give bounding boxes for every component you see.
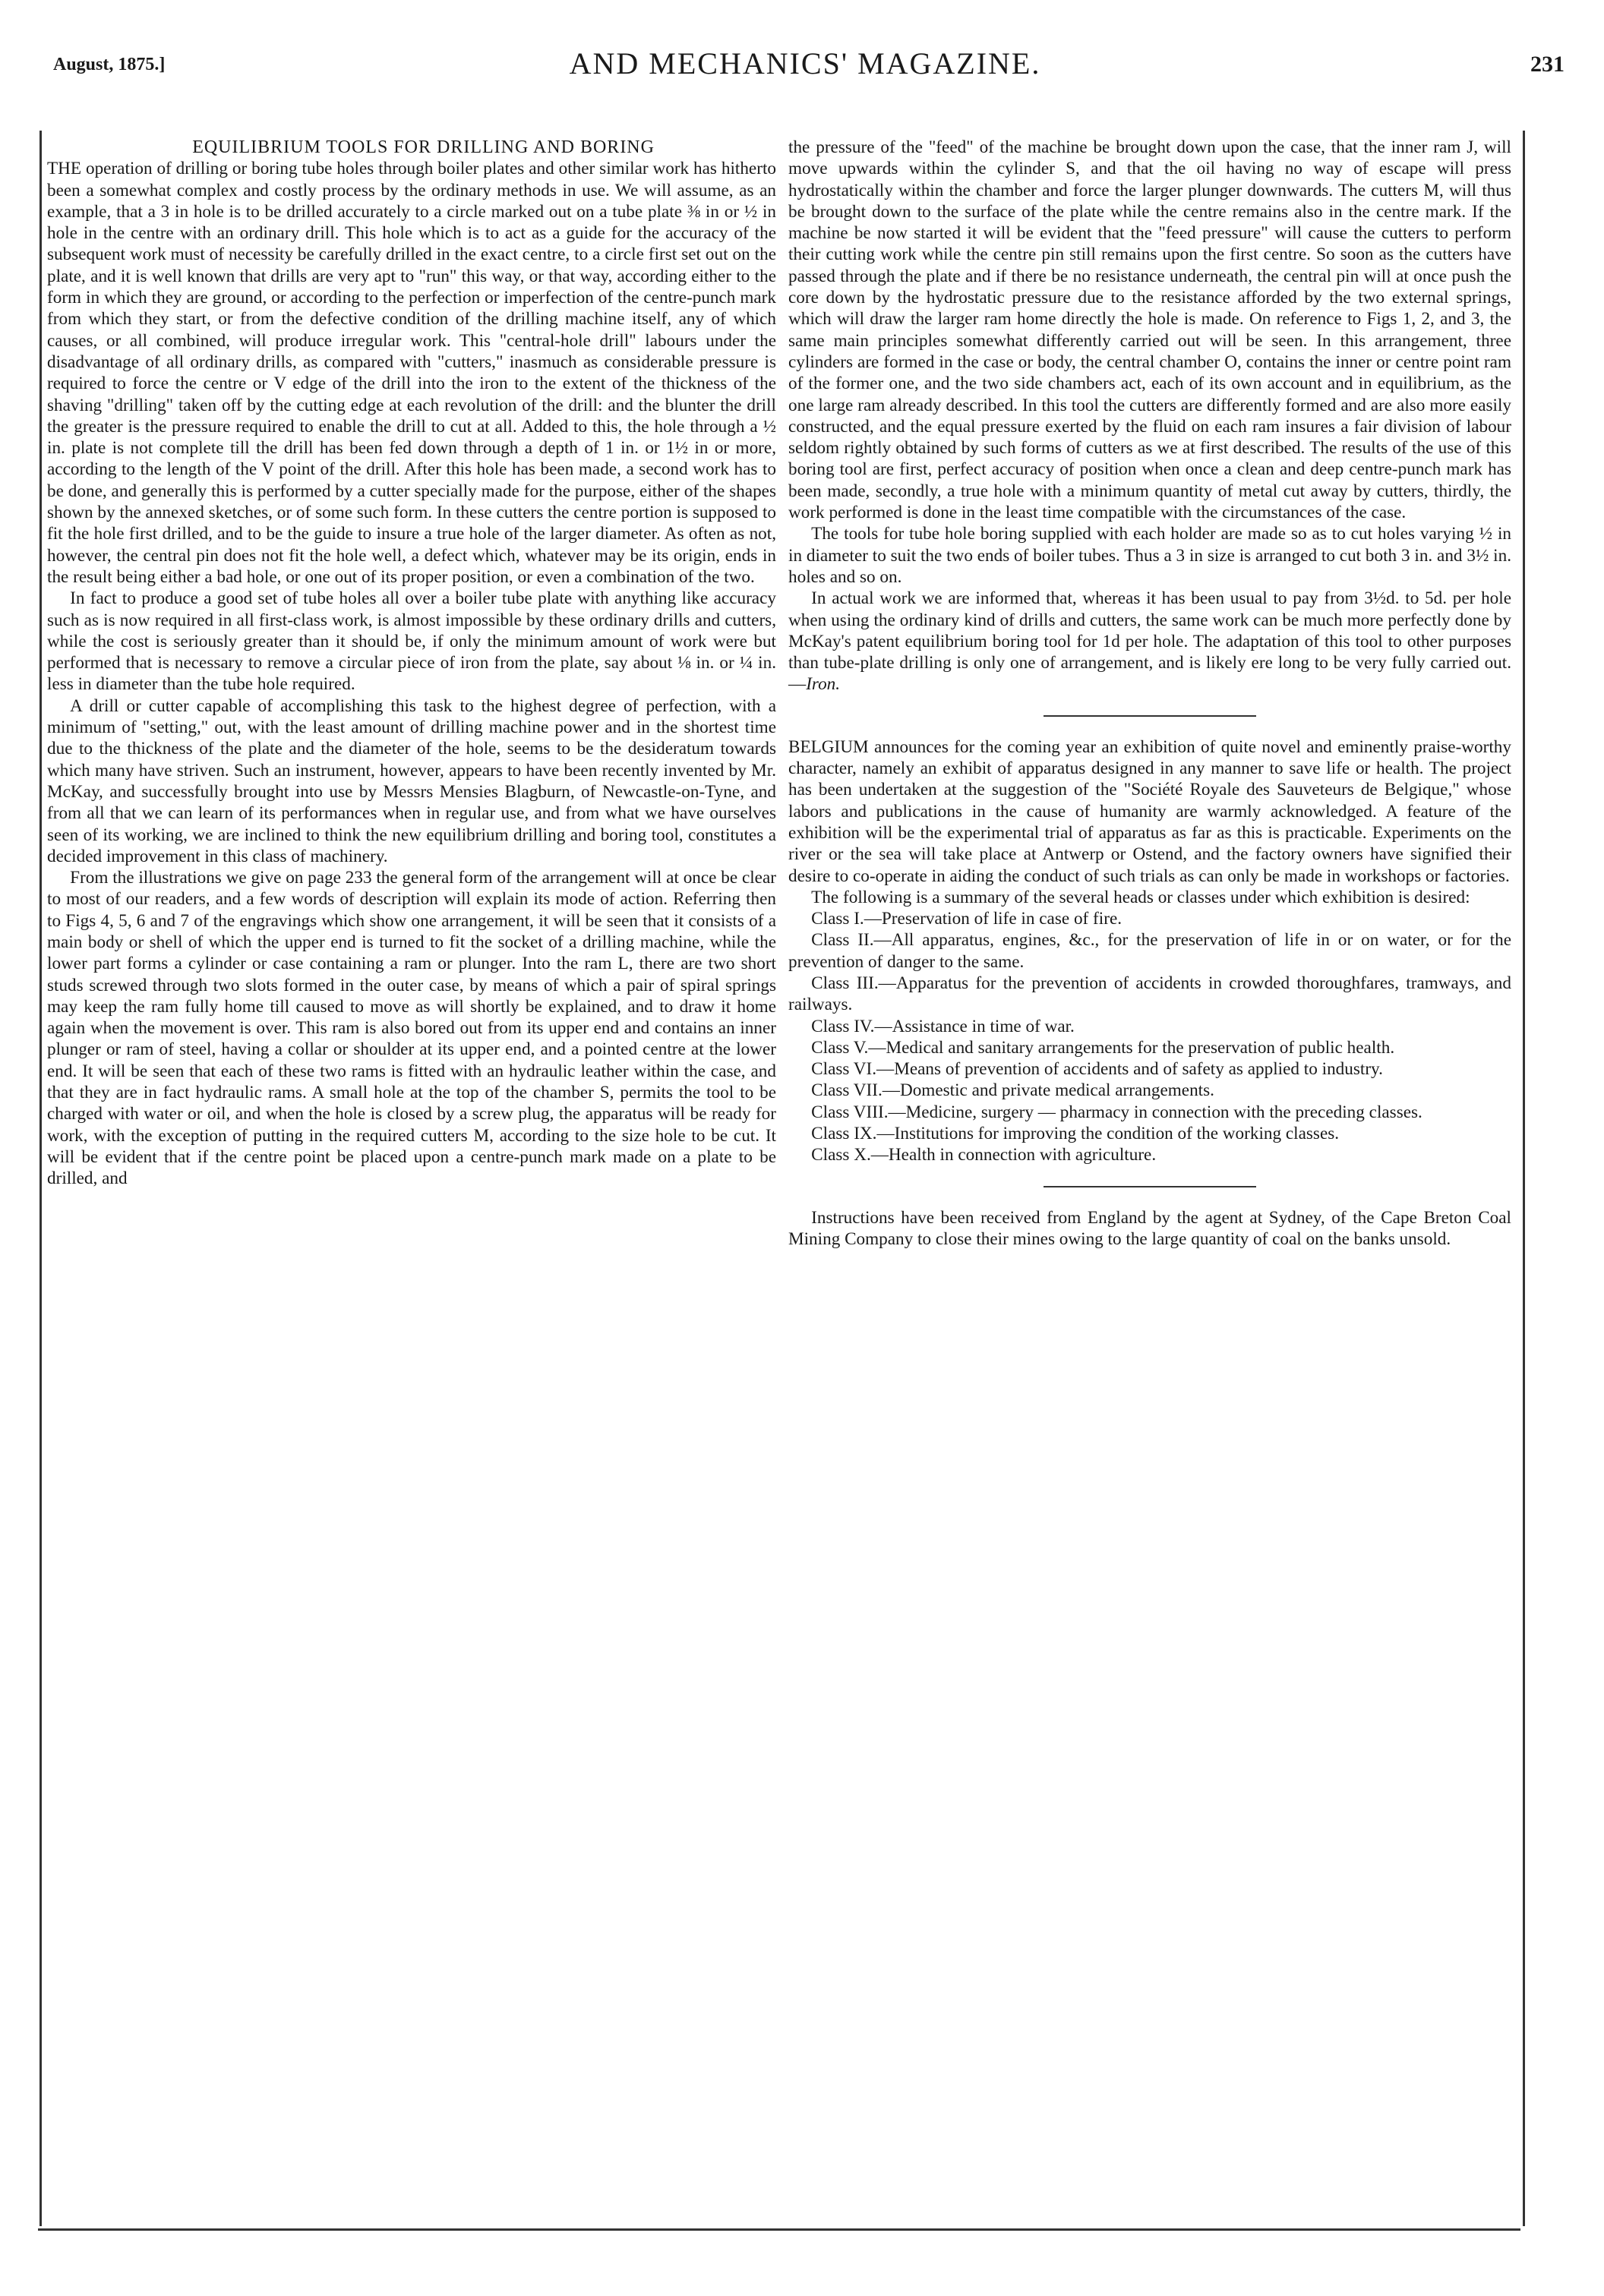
right-column — [788, 137, 1511, 1250]
class-item: Class IX.—Institutions for improving the condition of the working classes. — [811, 1124, 1340, 1144]
left-column — [47, 137, 776, 1190]
class-item: Class X.—Health in connection with agriculture. — [811, 1145, 1157, 1165]
summary-paragraph: The following is a summary of the several heads or classes under which exhibition is desired: — [811, 887, 1470, 907]
section-divider — [1044, 1186, 1256, 1187]
article-paragraph-text: In actual work we are informed that, whereas it has been usual to pay from 3½d. to 5d. per hole when using the ordinary kind of drills and cutters, the same work can be much more perfectly done by McKay's patent equilibrium boring tool for 1d per hole. The adaptation of this tool to other purposes than tube-plate drilling is only one of arrangement, and is likely ere long to be very fully carried out.— — [788, 588, 1511, 695]
article-paragraph: THE operation of drilling or boring tube holes through boiler plates and other similar work has hitherto been a somewhat complex and costly process by the ordinary methods in use. We will assume, as an example, that a 3 in hole is to be drilled accurately to a circle marked out on a tube plate ⅜ in or ½ in hole in the centre with an ordinary drill. This hole which is to act as a guide for the accuracy of the subsequent work must of necessity be carefully drilled in the exact centre, to a circle first set out on the plate, and it is well known that drills are very apt to "run" this way, or that way, according either to the form in which they are ground, or according to the perfection or imperfection of the centre-punch mark from which they start, or from the defective condition of the drilling machine itself, any of which causes, or all combined, will produce irregular work. This "central-hole drill" labours under the disadvantage of all ordinary drills, as compared with "cutters," inasmuch as considerable pressure is required to force the centre or V edge of the drill into the iron to the extent of the thickness of the shaving "drilling" taken off by the cutting edge at each revolution of the drill: and the blunter the drill the greater is the pressure required to enable the drill to cut at all. Added to this, the hole through a ½ in. plate is not complete till the drill has been fed down through a depth of 1 in. or 1½ in or more, according to the length of the V point of the drill. After this hole has been made, a second work has to be done, and generally this is performed by a cutter specially made for the purpose, either of the shapes shown by the annexed sketches, or of some such form. In these cutters the centre portion is supposed to fit the hole first drilled, and to be the guide to insure a true hole of the larger diameter. As often as not, however, the central pin does not fit the hole well, a defect which, whatever may be its origin, ends in the result being either a bad hole, or one out of its proper position, or even a combination of the two. — [47, 159, 776, 587]
class-item: Class I.—Preservation of life in case of fire. — [811, 909, 1122, 929]
article-paragraph: In fact to produce a good set of tube holes all over a boiler tube plate with anything like accuracy such as is now required in all first-class work, is almost impossible by these ordinary drills and cutters, while the cost is seriously greater than it should be, if only the minimum amount of work were but performed that is necessary to remove a circular piece of iron from the plate, say about ⅛ in. or ¼ in. less in diameter than the tube hole required. — [47, 588, 776, 695]
class-item: Class VIII.—Medicine, surgery — pharmacy in connection with the preceding classes. — [811, 1102, 1422, 1122]
article-paragraph — [788, 588, 1511, 695]
class-item: Class II.—All apparatus, engines, &c., for the preservation of life in or on water, or for the prevention of danger to the same. — [788, 930, 1511, 972]
article-paragraph: From the illustrations we give on page 233 the general form of the arrangement will at once be clear to most of our readers, and a few words of description will explain its mode of action. Referring then to Figs 4, 5, 6 and 7 of the engravings which show one arrangement, it will be seen that it consists of a main body or shell of which the upper end is turned to fit the socket of a drilling machine, while the lower part forms a cylinder or case containing a ram or plunger. Into the ram L, there are two short studs screwed through two slots formed in the outer case, by means of which a pair of spiral springs may keep the ram fully home till caused to move as will shortly be explained, and to draw it home again when the movement is over. This ram is also bored out from its upper end and contains an inner plunger or ram of steel, having a collar or shoulder at its upper end, and a pointed centre at the lower end. It will be seen that each of these two rams is fitted with an hydraulic leather within the case, and that they are in fact hydraulic rams. A small hole at the top of the chamber S, permits the tool to be charged with water or oil, and when the hole is closed by a screw plug, the apparatus will be ready for work, with the exception of putting in the required cutters M, according to the size hole to be cut. It will be evident that if the centre point be placed upon a centre-punch mark made on a plate to be drilled, and — [47, 868, 776, 1189]
page-header — [46, 38, 1565, 91]
issue-date: August, 1875.] — [53, 55, 166, 74]
class-item: Class III.—Apparatus for the prevention of accidents in crowded thoroughfares, tramways, and railways. — [788, 973, 1511, 1015]
section-divider — [1044, 715, 1256, 717]
source-credit: Iron. — [806, 674, 841, 695]
article-paragraph: the pressure of the "feed" of the machine be brought down upon the case, that the inner ram J, will move upwards within the cylinder S, and that the oil having no way of escape will press hydrostatically within the chamber and force the larger plunger downwards. The cutters M, will thus be brought down to the surface of the plate while the centre remains also in the centre mark. If the machine be now started it will be evident that the "feed pressure" will cause the cutters to perform their cutting work while the centre pin still remains upon the first centre. So soon as the cutters have passed through the plate and if there be no resistance underneath, the central pin will at once push the core down by the hydrostatic pressure due to the resistance afforded by the two external springs, which will draw the larger ram home directly the hole is made. On reference to Figs 1, 2, and 3, the same main principles somewhat differently carried out will be seen. In this arrangement, three cylinders are formed in the case or body, the central chamber O, contains the inner or centre point ram of the former one, and the two side chambers act, each of its own account and in equilibrium, as the one large ram already described. In this tool the cutters are differently formed and are also more easily constructed, and the equal pressure exerted by the fluid on each ram insures a fair division of labour seldom rightly obtained by such forms of cutters as we at first described. The results of the use of this boring tool are first, perfect accuracy of position when once a clean and deep centre-punch mark has been made, secondly, a true hole with a minimum quantity of metal cut away by cutters, thirdly, the work performed is done in the least time compatible with the circumstances of the case. — [788, 137, 1511, 523]
article-paragraph: The tools for tube hole boring supplied with each holder are made so as to cut holes varying ½ in in diameter to suit the two ends of boiler tubes. Thus a 3 in size is arranged to cut both 3 in. and 3½ in. holes and so on. — [788, 524, 1511, 587]
article-paragraph: A drill or cutter capable of accomplishing this task to the highest degree of perfection, with a minimum of "setting," out, with the least amount of drilling machine power and in the shortest time due to the thickness of the plate and the diameter of the hole, seems to be the desideratum towards which many have striven. Such an instrument, however, appears to have been recently invented by Mr. McKay, and successfully brought into use by Messrs Mensies Blagburn, of Newcastle-on-Tyne, and from all that we can learn of its performances when in regular use, and from what we have ourselves seen of its working, we are inclined to think the new equilibrium drilling and boring tool, constitutes a decided improvement in this class of machinery. — [47, 695, 776, 866]
article-title: EQUILIBRIUM TOOLS FOR DRILLING AND BORING — [192, 137, 655, 157]
class-item: Class IV.—Assistance in time of war. — [811, 1016, 1075, 1036]
class-item: Class VI.—Means of prevention of accidents and of safety as applied to industry. — [811, 1059, 1383, 1080]
news-paragraph: Instructions have been received from England by the agent at Sydney, of the Cape Breton Coal Mining Company to close their mines owing to the large quantity of coal on the banks unsold. — [788, 1207, 1511, 1249]
class-item: Class VII.—Domestic and private medical arrangements. — [811, 1080, 1214, 1101]
bottom-rule — [38, 2228, 1520, 2231]
running-title: AND MECHANICS' MAGAZINE. — [569, 46, 1041, 80]
belgium-paragraph: BELGIUM announces for the coming year an exhibition of quite novel and eminently praise-worthy character, namely an exhibit of apparatus designed in any manner to save life or health. The project has been undertaken at the suggestion of the "Société Royale des Sauveteurs de Belgique," whose labors and publications in the cause of humanity are warmly acknowledged. A feature of the exhibition will be the experimental trial of apparatus as far as this is practicable. Experiments on the river or the sea will take place at Antwerp or Ostend, and the factory owners have signified their desire to co-operate in aiding the conduct of such trials as can only be made in workshops or factories. — [788, 736, 1511, 886]
class-item: Class V.—Medical and sanitary arrangements for the preservation of public health. — [811, 1037, 1395, 1058]
page-number: 231 — [1530, 52, 1565, 77]
